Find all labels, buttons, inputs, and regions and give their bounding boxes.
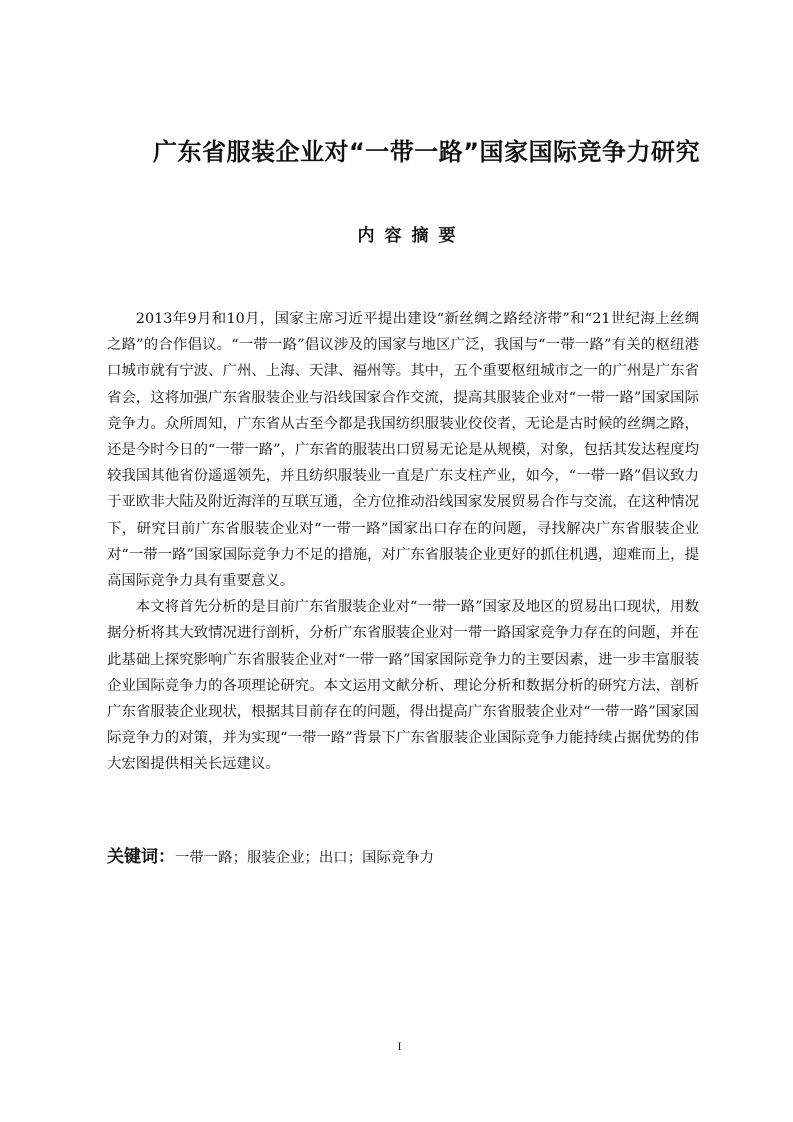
abstract-paragraph-1: 2013年9月和10月，国家主席习近平提出建设“新丝绸之路经济带”和“21世纪海上丝绸之路”的合作倡议。“一带一路”倡议涉及的国家与地区广泛，我国与“一带一路”有关的枢纽港口城市就有宁波、广州、上海、天津、福州等。其中，五个重要枢纽城市之一的广州是广东省省会，这将加强广东省服装企业与沿线国家合作交流，提高其服装企业对“一带一路”国家国际竞争力。众所周知，广东省从古至今都是我国纺织服装业佼佼者，无论是古时候的丝绸之路，还是今时今日的“一带一路”，广东省的服装出口贸易无论是从规模，对象，包括其发达程度均较我国其他省份遥遥领先，并且纺织服装业一直是广东支柱产业，如今，“一带一路”倡议致力于亚欧非大陆及附近海洋的互联互通，全方位推动沿线国家发展贸易合作与交流，在这种情况下，研究目前广东省服装企业对“一带一路”国家出口存在的问题，寻找解决广东省服装企业对“一带一路”国家国际竞争力不足的措施，对广东省服装企业更好的抓住机遇，迎难而上，提高国际竞争力具有重要意义。 <box>107 311 699 590</box>
abstract-heading: 内容摘要 <box>357 226 466 246</box>
keywords-value: 一带一路；服装企业；出口；国际竞争力 <box>175 850 435 866</box>
abstract-paragraph-2: 本文将首先分析的是目前广东省服装企业对“一带一路”国家及地区的贸易出口现状，用数据分析将其大致情况进行剖析，分析广东省服装企业对一带一路国家竞争力存在的问题，并在此基础上探究影响广东省服装企业对“一带一路”国家国际竞争力的主要因素，进一步丰富服装企业国际竞争力的各项理论研究。本文运用文献分析、理论分析和数据分析的研究方法，剖析广东省服装企业现状，根据其目前存在的问题，得出提高广东省服装企业对“一带一路”国家国际竞争力的对策，并为实现“一带一路”背景下广东省服装企业国际竞争力能持续占据优势的伟大宏图提供相关长远建议。 <box>107 599 699 773</box>
abstract-body <box>107 306 699 778</box>
keywords-line <box>107 842 707 867</box>
keywords-label: 关键词： <box>107 847 175 867</box>
page-number: I <box>397 1042 402 1053</box>
document-title: 广东省服装企业对“一带一路”国家国际竞争力研究 <box>152 138 701 166</box>
